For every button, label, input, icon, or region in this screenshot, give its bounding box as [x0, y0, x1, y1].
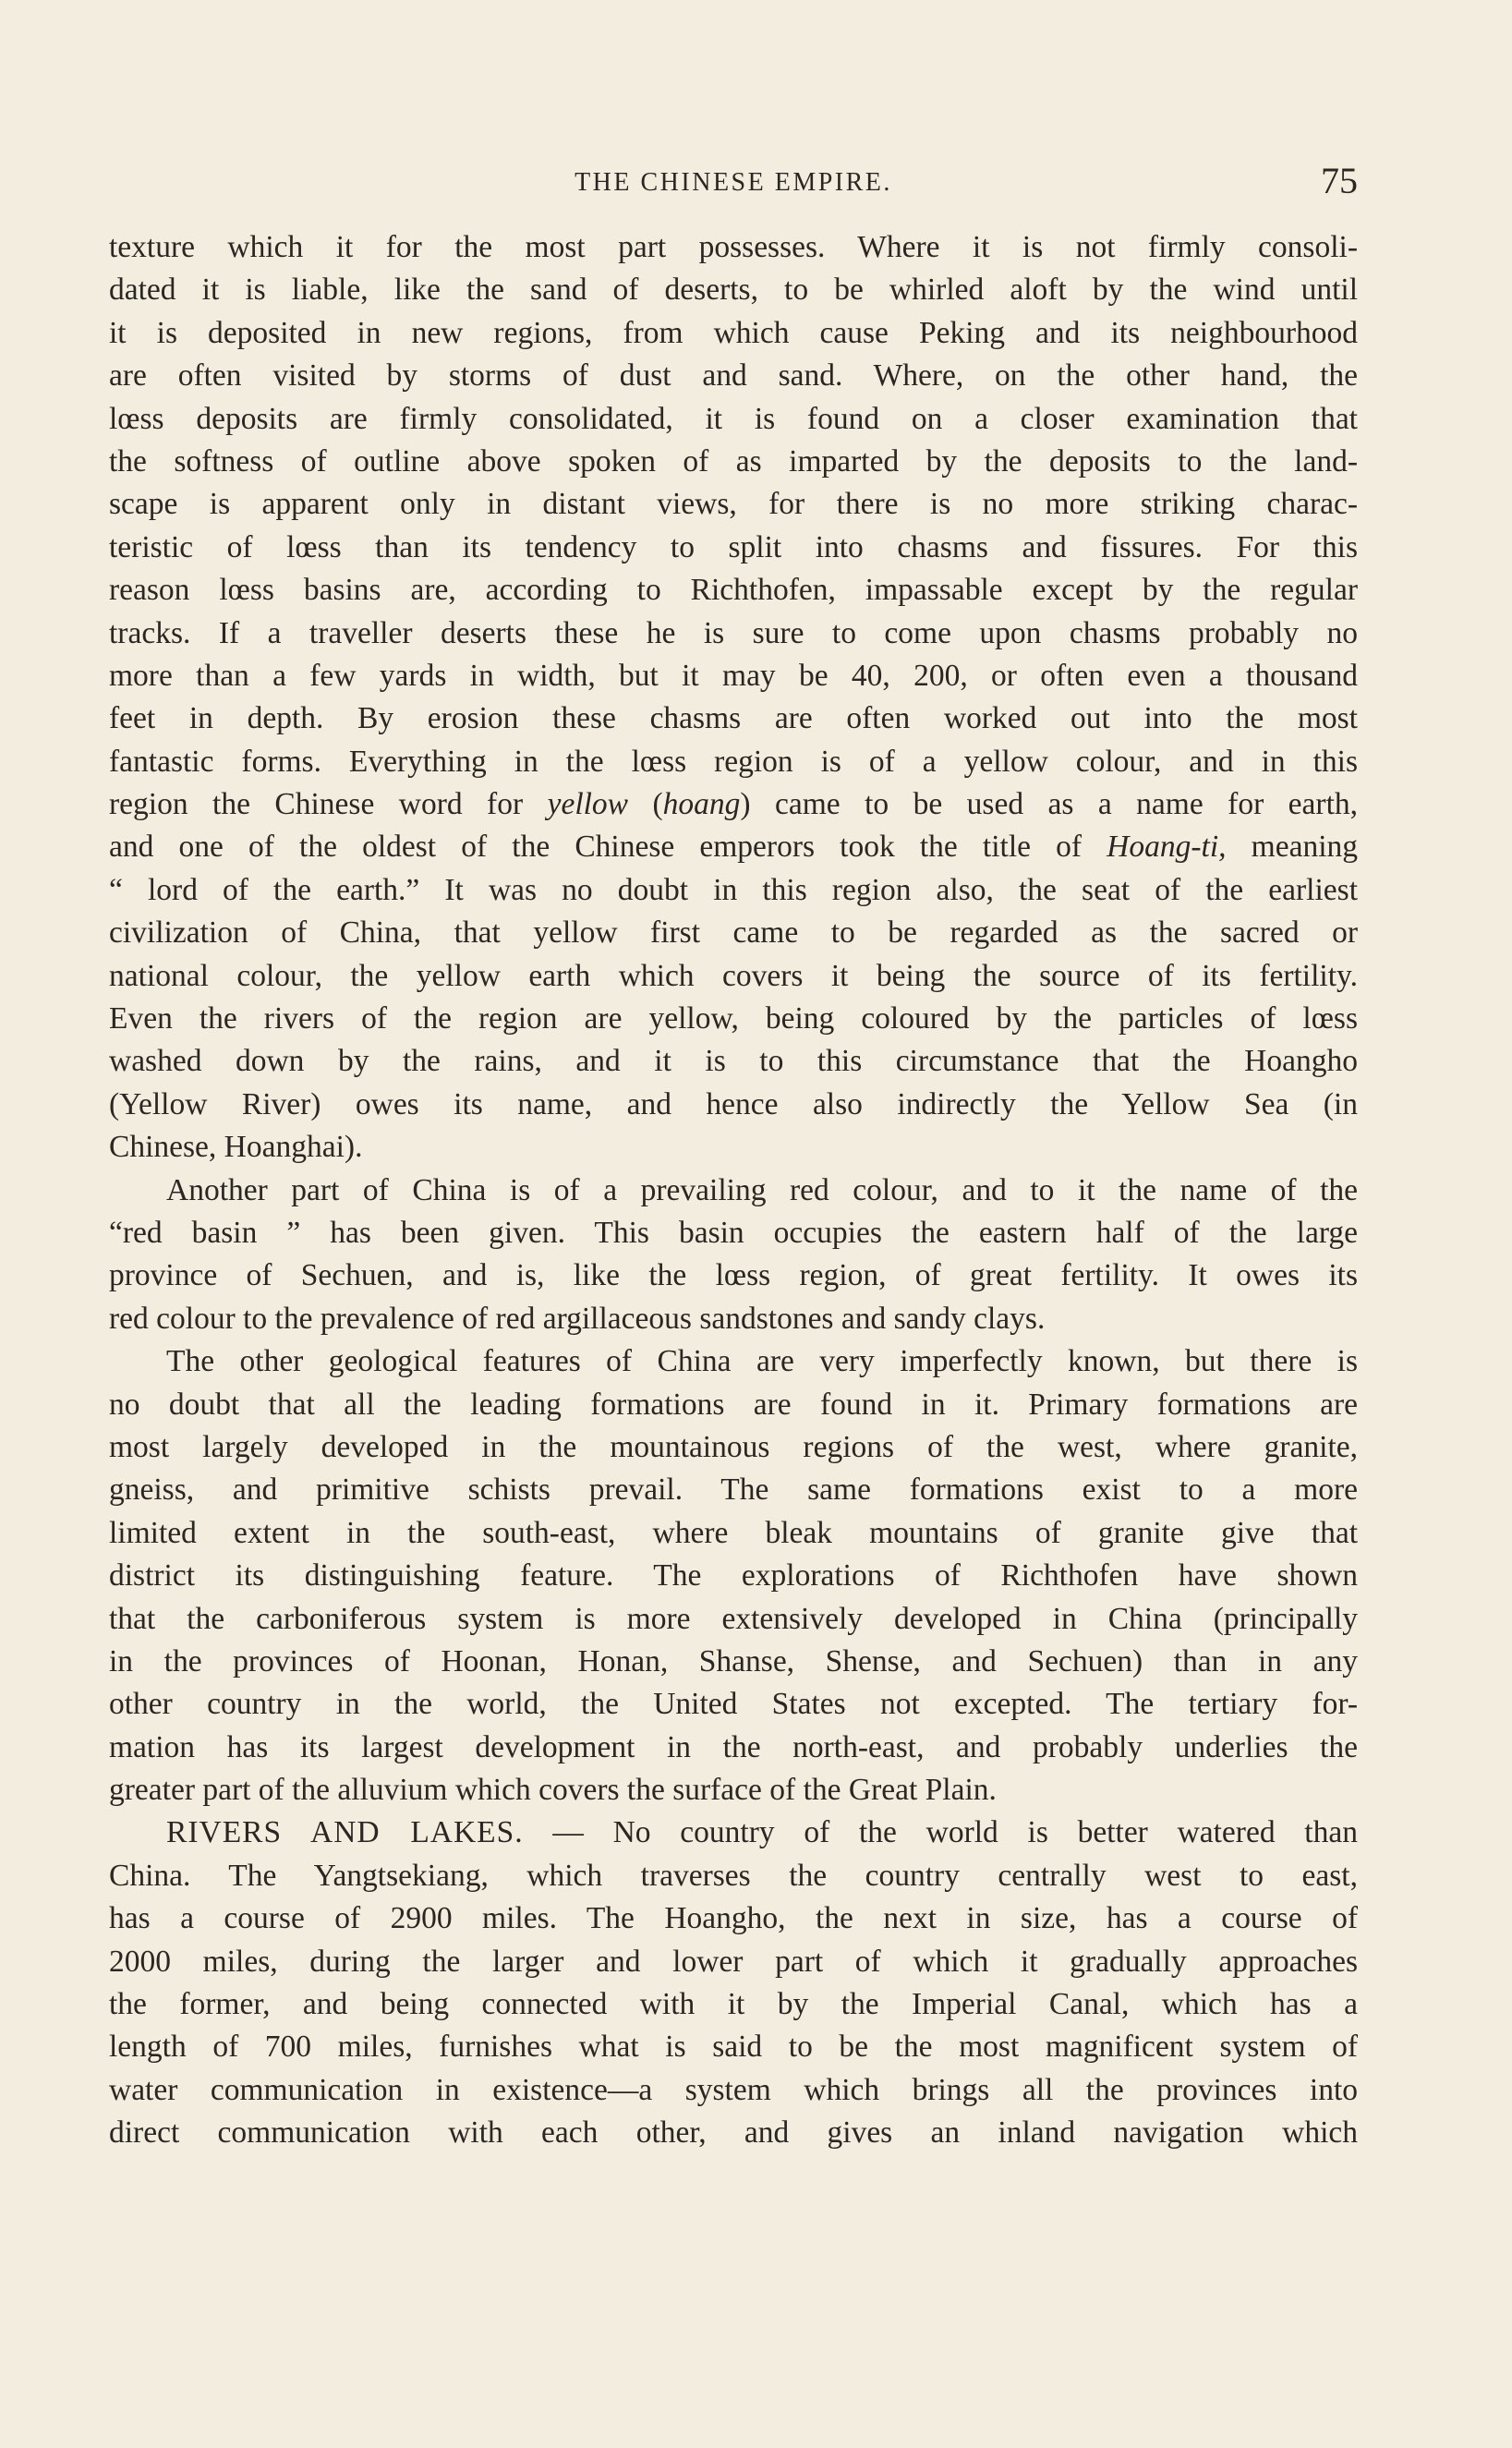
text-line: washed down by the rains, and it is to this circumstance that the Hoangho [109, 1044, 1358, 1079]
text-line: feet in depth. By erosion these chasms are often worked out into the most [109, 701, 1358, 736]
text-line: mation has its largest development in the north-east, and probably underlies the [109, 1729, 1358, 1764]
text-line: civilization of China, that yellow first came to be regarded as the sacred or [109, 915, 1358, 951]
section-heading: RIVERS AND LAKES. [166, 1815, 524, 1850]
text-line: national colour, the yellow earth which covers it being the source of its fertility. [109, 958, 1358, 993]
running-head-title: THE CHINESE EMPIRE. [575, 168, 892, 197]
text-line: Even the rivers of the region are yellow, being coloured by the particles of lœss [109, 1001, 1358, 1036]
text-line: in the provinces of Hoonan, Honan, Shanse, Shense, and Sechuen) than in any [109, 1643, 1358, 1678]
text-line: Another part of China is of a prevailing red colour, and to it the name of the [166, 1172, 1358, 1207]
text-line: Chinese, Hoanghai). [109, 1130, 363, 1165]
text-line: the softness of outline above spoken of as imparted by the deposits to the land- [109, 443, 1358, 479]
text-line: The other geological features of China are very imperfectly known, but there is [166, 1344, 1358, 1379]
text-line: gneiss, and primitive schists prevail. The same formations exist to a more [109, 1472, 1358, 1508]
italic-word: yellow [547, 787, 629, 822]
text-line: greater part of the alluvium which covers the surface of the Great Plain. [109, 1773, 997, 1808]
text-line: and one of the oldest of the Chinese emperors took the title of Hoang-ti, meaning [109, 830, 1358, 865]
text-line: the former, and being connected with it by the Imperial Canal, which has a [109, 1987, 1358, 2022]
text-line: (Yellow River) owes its name, and hence also indirectly the Yellow Sea (in [109, 1086, 1358, 1121]
text-line: dated it is liable, like the sand of deserts, to be whirled aloft by the wind until [109, 273, 1358, 308]
text-line: water communication in existence—a system which brings all the provinces into [109, 2072, 1358, 2107]
body-text [109, 226, 1358, 2155]
text-line: scape is apparent only in distant views, for there is no more striking charac- [109, 487, 1358, 522]
text-line: more than a few yards in width, but it may be 40, 200, or often even a thousand [109, 658, 1358, 693]
text-line: red colour to the prevalence of red argillaceous sandstones and sandy clays. [109, 1301, 1046, 1336]
text-line: province of Sechuen, and is, like the lœss region, of great fertility. It owes its [109, 1258, 1358, 1293]
text-line: tracks. If a traveller deserts these he is sure to come upon chasms probably no [109, 615, 1358, 650]
text-line: fantastic forms. Everything in the lœss region is of a yellow colour, and in this [109, 744, 1358, 779]
running-head [109, 159, 1358, 205]
italic-word: hoang [662, 787, 741, 822]
text-line: teristic of lœss than its tendency to split into chasms and fissures. For this [109, 529, 1358, 564]
text-line: limited extent in the south-east, where bleak mountains of granite give that [109, 1515, 1358, 1550]
italic-word: Hoang-ti, [1107, 830, 1227, 865]
text-line: “ lord of the earth.” It was no doubt in this region also, the seat of the earliest [109, 872, 1358, 907]
text-line: other country in the world, the United States not excepted. The tertiary for- [109, 1687, 1358, 1722]
text-line: region the Chinese word for yellow (hoang) came to be used as a name for earth, [109, 787, 1359, 822]
text-line: are often visited by storms of dust and sand. Where, on the other hand, the [109, 358, 1358, 394]
text-line: reason lœss basins are, according to Richthofen, impassable except by the regular [109, 573, 1358, 608]
text-line: 2000 miles, during the larger and lower part of which it gradually approaches [109, 1944, 1358, 1979]
text-line: that the carboniferous system is more extensively developed in China (principally [109, 1601, 1358, 1636]
text-line: it is deposited in new regions, from which cause Peking and its neighbourhood [109, 315, 1358, 350]
text-line: texture which it for the most part possesses. Where it is not firmly consoli- [109, 230, 1358, 264]
text-line: “red basin ” has been given. This basin occupies the eastern half of the large [109, 1215, 1358, 1250]
text-line: length of 700 miles, furnishes what is said to be the most magnificent system of [109, 2030, 1358, 2065]
text-line: has a course of 2900 miles. The Hoangho, the next in size, has a course of [109, 1901, 1358, 1936]
page-number: 75 [1321, 160, 1358, 201]
text-line: most largely developed in the mountainous regions of the west, where granite, [109, 1429, 1358, 1464]
text-line: China. The Yangtsekiang, which traverses the country centrally west to east, [109, 1858, 1358, 1893]
text-line: direct communication with each other, and gives an inland navigation which [109, 2115, 1358, 2151]
text-line: district its distinguishing feature. The explorations of Richthofen have shown [109, 1558, 1358, 1594]
text-line: no doubt that all the leading formations are found in it. Primary formations are [109, 1387, 1358, 1422]
text-line: lœss deposits are firmly consolidated, it is found on a closer examination that [109, 401, 1358, 436]
text-line: RIVERS AND LAKES. — No country of the world is better watered than [166, 1815, 1358, 1850]
